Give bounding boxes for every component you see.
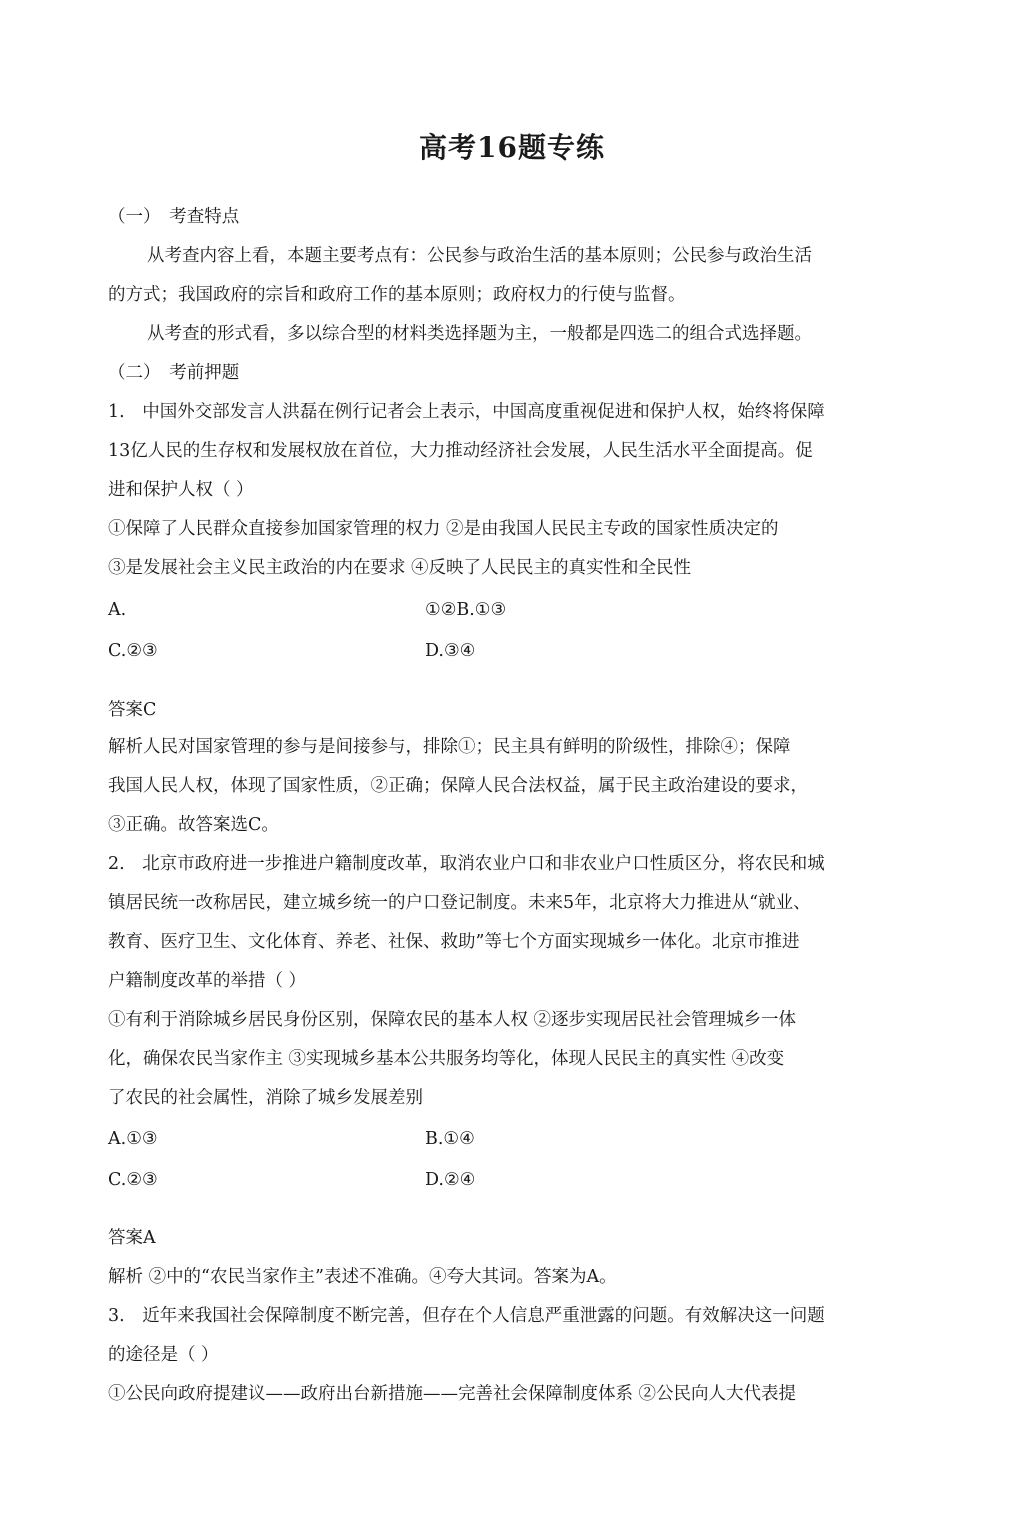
question-3-stem: 3. 近年来我国社会保障制度不断完善，但存在个人信息严重泄露的问题。有效解决这一问题: [108, 1306, 825, 1326]
question-2-stem: 户籍制度改革的举措（ ）: [108, 971, 307, 991]
question-1-option-c: C.②③: [108, 641, 158, 661]
paragraph-form-line: 从考查的形式看，多以综合型的材料类选择题为主，一般都是四选二的组合式选择题。: [147, 324, 812, 344]
section-heading-exam-features: （一） 考查特点: [108, 207, 240, 227]
question-2-analysis: 解析 ②中的“农民当家作主”表述不准确。④夸大其词。答案为A。: [108, 1267, 617, 1287]
question-2-option-a: A.①③: [108, 1129, 158, 1149]
question-2-option-c: C.②③: [108, 1170, 158, 1190]
question-2-items: 了农民的社会属性，消除了城乡发展差别: [108, 1088, 423, 1108]
question-1-analysis: 解析人民对国家管理的参与是间接参与，排除①；民主具有鲜明的阶级性，排除④；保障: [108, 737, 791, 757]
question-1-answer: 答案C: [108, 700, 157, 720]
question-1-analysis: ③正确。故答案选C。: [108, 815, 279, 835]
paragraph-content-line: 的方式；我国政府的宗旨和政府工作的基本原则；政府权力的行使与监督。: [108, 285, 686, 305]
question-1-stem: 1. 中国外交部发言人洪磊在例行记者会上表示，中国高度重视促进和保护人权，始终将保障: [108, 402, 825, 422]
question-1-stem: 13亿人民的生存权和发展权放在首位，大力推动经济社会发展，人民生活水平全面提高。促: [108, 441, 813, 461]
question-2-stem: 镇居民统一改称居民，建立城乡统一的户口登记制度。未来5年，北京将大力推进从“就业、: [108, 893, 811, 913]
question-2-answer: 答案A: [108, 1228, 156, 1248]
question-2-stem: 2. 北京市政府进一步推进户籍制度改革，取消农业户口和非农业户口性质区分，将农民和城: [108, 854, 825, 874]
question-3-items: ①公民向政府提建议——政府出台新措施——完善社会保障制度体系 ②公民向人大代表提: [108, 1384, 797, 1404]
question-3-stem: 的途径是（ ）: [108, 1345, 219, 1365]
question-1-items: ①保障了人民群众直接参加国家管理的权力 ②是由我国人民民主专政的国家性质决定的: [108, 519, 779, 539]
question-1-stem: 进和保护人权（ ）: [108, 480, 254, 500]
question-1-analysis: 我国人民人权，体现了国家性质，②正确；保障人民合法权益，属于民主政治建设的要求，: [108, 776, 808, 796]
question-2-items: ①有利于消除城乡居民身份区别，保障农民的基本人权 ②逐步实现居民社会管理城乡一体: [108, 1010, 797, 1030]
question-2-stem: 教育、医疗卫生、文化体育、养老、社保、救助”等七个方面实现城乡一体化。北京市推进: [108, 932, 800, 952]
question-2-option-d: D.②④: [425, 1170, 476, 1190]
question-1-items: ③是发展社会主义民主政治的内在要求 ④反映了人民民主的真实性和全民性: [108, 558, 692, 578]
question-2-option-b: B.①④: [425, 1129, 475, 1149]
question-2-items: 化，确保农民当家作主 ③实现城乡基本公共服务均等化，体现人民民主的真实性 ④改变: [108, 1049, 785, 1069]
question-1-option-b: ①②B.①③: [425, 600, 507, 620]
question-1-option-a: A.: [108, 600, 127, 620]
page-title: 高考16题专练: [419, 131, 605, 164]
paragraph-content-line: 从考查内容上看，本题主要考点有：公民参与政治生活的基本原则；公民参与政治生活: [147, 246, 812, 266]
question-1-option-d: D.③④: [425, 641, 476, 661]
section-heading-predicted-questions: （二） 考前押题: [108, 363, 240, 383]
